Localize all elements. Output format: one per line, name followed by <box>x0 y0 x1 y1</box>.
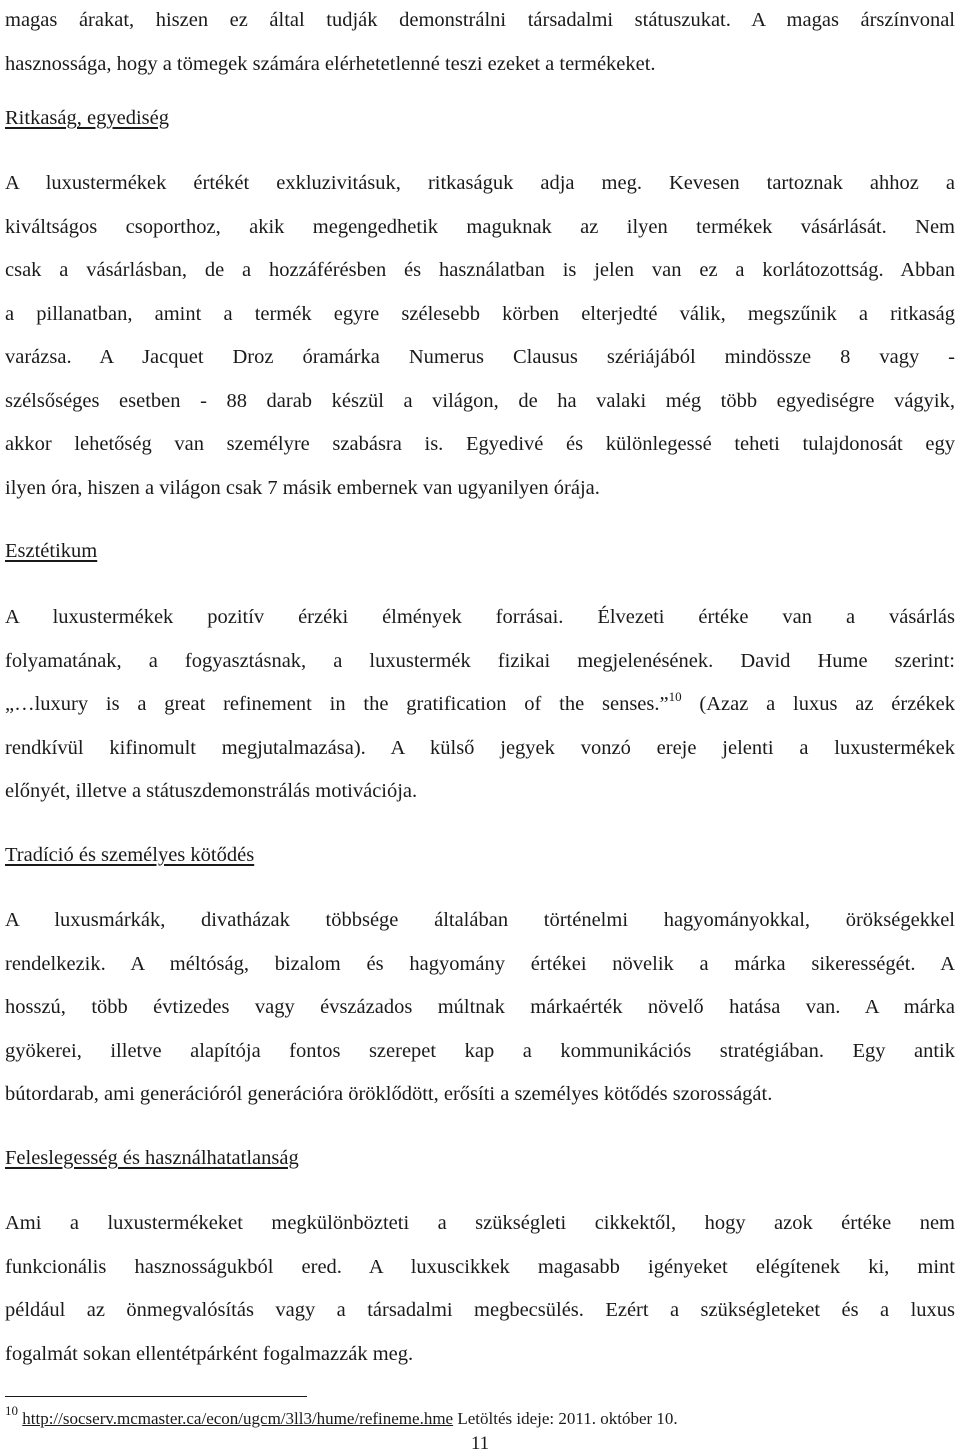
text-line: bútordarab, ami generációról generációra öröklődött, erősíti a személyes kötődés szorosságát. <box>5 1083 773 1105</box>
text-line: A luxustermékek pozitív érzéki élmények forrásai. Élvezeti értéke van a vásárlás <box>5 606 955 628</box>
text-line: akkor lehetőség van személyre szabásra is. Egyedivé és különlegessé teheti tulajdonosát egy <box>5 433 955 455</box>
hume-quote: „…luxury is a great refinement in the gratification of the senses.” <box>5 693 669 715</box>
text-line: varázsa. A Jacquet Droz óramárka Numerus Clausus szériájából mindössze 8 vagy - <box>5 346 955 368</box>
footnote-separator <box>5 1396 307 1397</box>
intro-paragraph <box>5 0 955 86</box>
superfluous-paragraph <box>5 1202 955 1376</box>
text-line: ilyen óra, hiszen a világon csak 7 másik embernek van ugyanilyen órája. <box>5 476 600 499</box>
heading-rarity: Ritkaság, egyediség <box>5 107 169 129</box>
text-line: Ami a luxustermékeket megkülönbözteti a szükségleti cikkektől, hogy azok értéke nem <box>5 1212 955 1234</box>
quote-translation: (Azaz a luxus az érzékek <box>681 693 956 715</box>
heading-superfluous: Feleslegesség és használhatatlanság <box>5 1147 299 1169</box>
text-line: hosszú, több évtizedes vagy évszázados múltnak márkaérték növelő hatása van. A márka <box>5 996 955 1018</box>
text-line-with-footnote <box>5 683 955 727</box>
text-line: előnyét, illetve a státuszdemonstrálás motivációja. <box>5 780 418 802</box>
text-line: A luxustermékek értékét exkluzivitásuk, ritkaságuk adja meg. Kevesen tartoznak ahhoz a <box>5 172 955 194</box>
text-line: a pillanatban, amint a termék egyre szélesebb körben elterjedté válik, megszűnik a ritkaság <box>5 302 955 325</box>
heading-tradition: Tradíció és személyes kötődés <box>5 844 255 866</box>
text-line: A luxusmárkák, divatházak többsége általában történelmi hagyományokkal, örökségekkel <box>5 909 955 931</box>
footnote-reference[interactable]: 10 <box>668 689 682 704</box>
page-number: 11 <box>470 1433 490 1454</box>
text-line: gyökerei, illetve alapítója fontos szerepet kap a kommunikációs stratégiában. Egy antik <box>5 1039 955 1062</box>
tradition-paragraph <box>5 899 955 1117</box>
text-line: hasznossága, hogy a tömegek számára elérhetetlenné teszi ezeket a termékeket. <box>5 52 656 75</box>
text-line: kiváltságos csoporthoz, akik megengedhetik maguknak az ilyen termékek vásárlását. Nem <box>5 215 955 238</box>
text-line: fogalmát sokan ellentétpárként fogalmazzák meg. <box>5 1342 414 1365</box>
aesthetic-paragraph <box>5 596 955 814</box>
text-line: rendkívül kifinomult megjutalmazása). A külső jegyek vonzó ereje jelenti a luxustermékek <box>5 736 955 759</box>
text-line: folyamatának, a fogyasztásnak, a luxustermék fizikai megjelenésének. David Hume szerint: <box>5 649 955 672</box>
heading-aesthetic: Esztétikum <box>5 540 98 562</box>
text-line: rendelkezik. A méltóság, bizalom és hagyomány értékei növelik a márka sikerességét. A <box>5 952 955 975</box>
text-line: csak a vásárlásban, de a hozzáférésben és használatban is jelen van ez a korlátozottság. Abban <box>5 259 955 281</box>
footnote <box>5 1403 678 1430</box>
text-line: funkcionális hasznosságukból ered. A luxuscikkek magasabb igényeket elégítenek ki, mint <box>5 1255 955 1278</box>
rarity-paragraph <box>5 162 955 510</box>
footnote-accessed-date: Letöltés ideje: 2011. október 10. <box>453 1409 678 1428</box>
footnote-link[interactable]: http://socserv.mcmaster.ca/econ/ugcm/3ll3/hume/refineme.hme <box>22 1409 454 1428</box>
text-line: például az önmegvalósítás vagy a társadalmi megbecsülés. Ezért a szükségleteket és a luxus <box>5 1299 955 1321</box>
text-line: magas árakat, hiszen ez által tudják demonstrálni társadalmi státuszukat. A magas árszínvonal <box>5 9 955 31</box>
footnote-number: 10 <box>5 1403 18 1418</box>
text-line: szélsőséges esetben - 88 darab készül a világon, de ha valaki még több egyediségre vágyik, <box>5 389 955 412</box>
